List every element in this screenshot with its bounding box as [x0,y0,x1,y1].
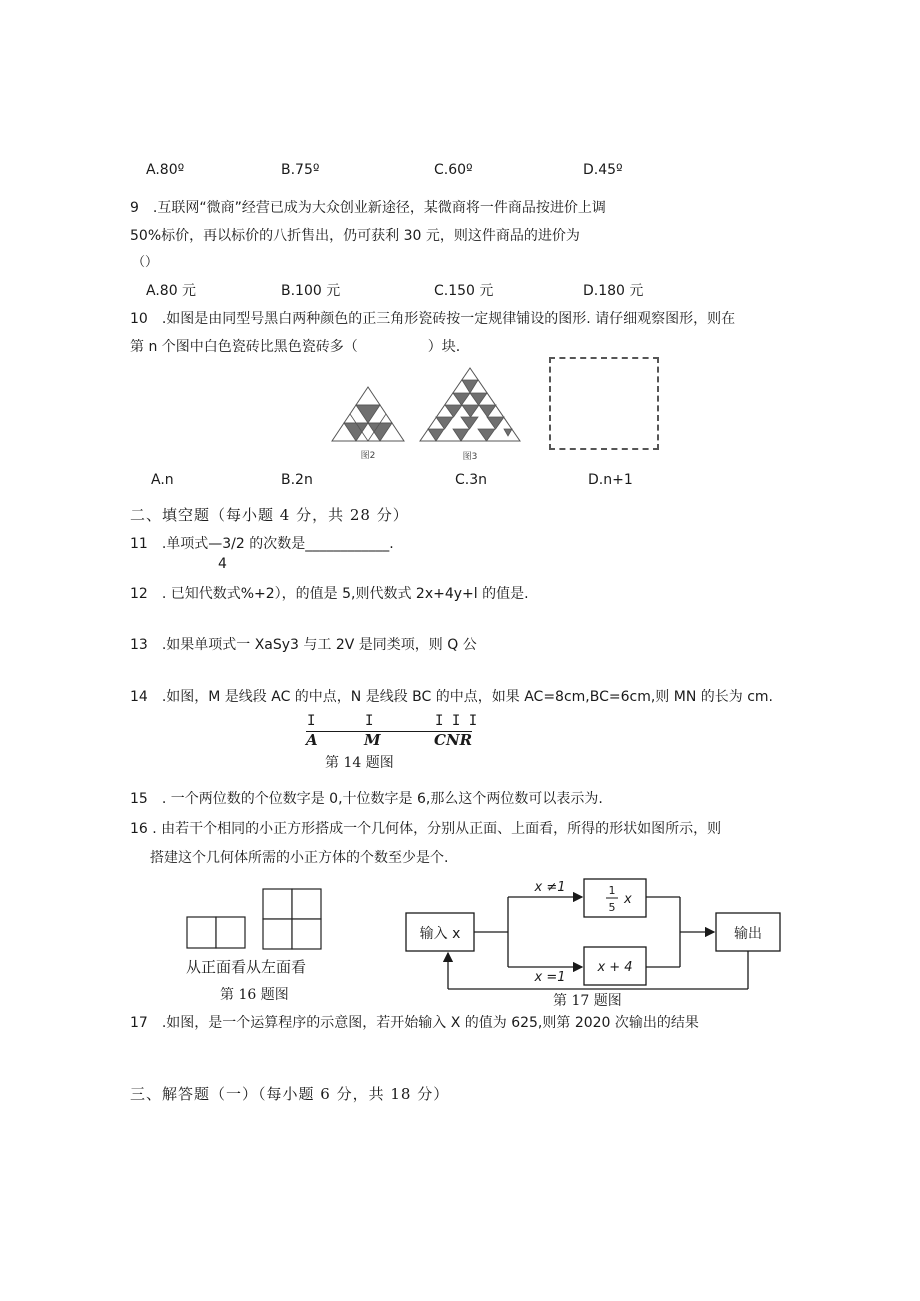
q9-answer-paren: （） [132,255,159,270]
condition-equals-one: x =1 [534,970,566,985]
q8-option-c: C.60º [434,162,473,178]
tile-figure-2 [328,385,408,461]
segment-tick-m: I [365,713,374,729]
front-view-figure [186,916,248,950]
add-four-label: x + 4 [597,960,633,975]
point-label-cnr: CNR [434,731,473,749]
q10-option-d: D.n+1 [588,472,633,488]
figure-2-caption: 图2 [360,451,376,461]
q17-figure-caption: 第 17 题图 [553,993,622,1009]
segment-tick-a: I [307,713,316,729]
q16-view-caption: 从正面看从左面看 [186,958,307,976]
q11-text: 11 .单项式—3/2 的次数是____________. [130,536,394,552]
q14-figure-caption: 第 14 题图 [325,755,394,771]
figure-3-caption: 图3 [462,452,478,462]
fraction-variable: x [624,892,632,907]
tile-figure-3 [418,366,522,462]
q8-option-a: A.80º [146,162,185,178]
point-label-m: M [364,731,381,749]
q16-line-2: 搭建这个几何体所需的小正方体的个数至少是个. [150,850,449,866]
left-view-figure [262,888,324,950]
q9-line-2: 50%标价，再以标价的八折售出，仍可获利 30 元，则这件商品的进价为 [130,228,580,244]
q8-option-b: B.75º [281,162,320,178]
q10-option-b: B.2n [281,472,313,488]
q9-option-b: B.100 元 [281,283,341,299]
q12-text: 12 . 已知代数式%+2），的值是 5,则代数式 2x+4y+l 的值是. [130,586,529,602]
q10-line-1: 10 .如图是由同型号黑白两种颜色的正三角形瓷砖按一定规律铺设的图形. 请仔细观察图形，则在 [130,311,736,327]
point-label-a: A [306,731,318,749]
q16-line-1: 16 . 由若干个相同的小正方形搭成一个几何体，分别从正面、上面看，所得的形状如图所示，则 [130,821,722,837]
figure-placeholder-box [549,357,659,450]
q10-line-2: 第 n 个图中白色瓷砖比黑色瓷砖多（ ）块. [130,339,461,355]
condition-not-one: x ≠1 [534,880,566,895]
q10-option-c: C.3n [455,472,488,488]
q13-text: 13 .如果单项式一 XaSy3 与工 2V 是同类项，则 Q 公 [130,637,477,653]
q15-text: 15 . 一个两位数的个位数字是 0,十位数字是 6,那么这个两位数可以表示为. [130,791,603,807]
q9-option-a: A.80 元 [146,283,197,299]
q16-figure-caption: 第 16 题图 [220,987,289,1003]
q9-option-d: D.180 元 [583,283,644,299]
section-3-title: 三、解答题（一）（每小题 6 分，共 18 分） [130,1085,450,1103]
q9-option-c: C.150 元 [434,283,494,299]
q17-flowchart [400,875,790,993]
output-label: 输出 [734,926,762,942]
q17-text: 17 .如图，是一个运算程序的示意图，若开始输入 X 的值为 625,则第 2020 次输出的结果 [130,1015,699,1031]
fraction-numerator: 1 [608,884,616,897]
input-label: 输入 x [419,926,461,942]
q14-text: 14 .如图，M 是线段 AC 的中点，N 是线段 BC 的中点，如果 AC=8cm,BC=6cm,则 MN 的长为 cm. [130,689,773,705]
fraction-denominator: 5 [608,901,616,914]
section-2-title: 二、填空题（每小题 4 分，共 28 分） [130,506,409,524]
q10-option-a: A.n [151,472,174,488]
q11-subscript: 4 [218,556,227,572]
q8-option-d: D.45º [583,162,623,178]
q9-line-1: 9 .互联网“微商”经营已成为大众创业新途径，某微商将一件商品按进价上调 [130,200,606,216]
segment-tick-cnr: I I I [435,713,478,729]
